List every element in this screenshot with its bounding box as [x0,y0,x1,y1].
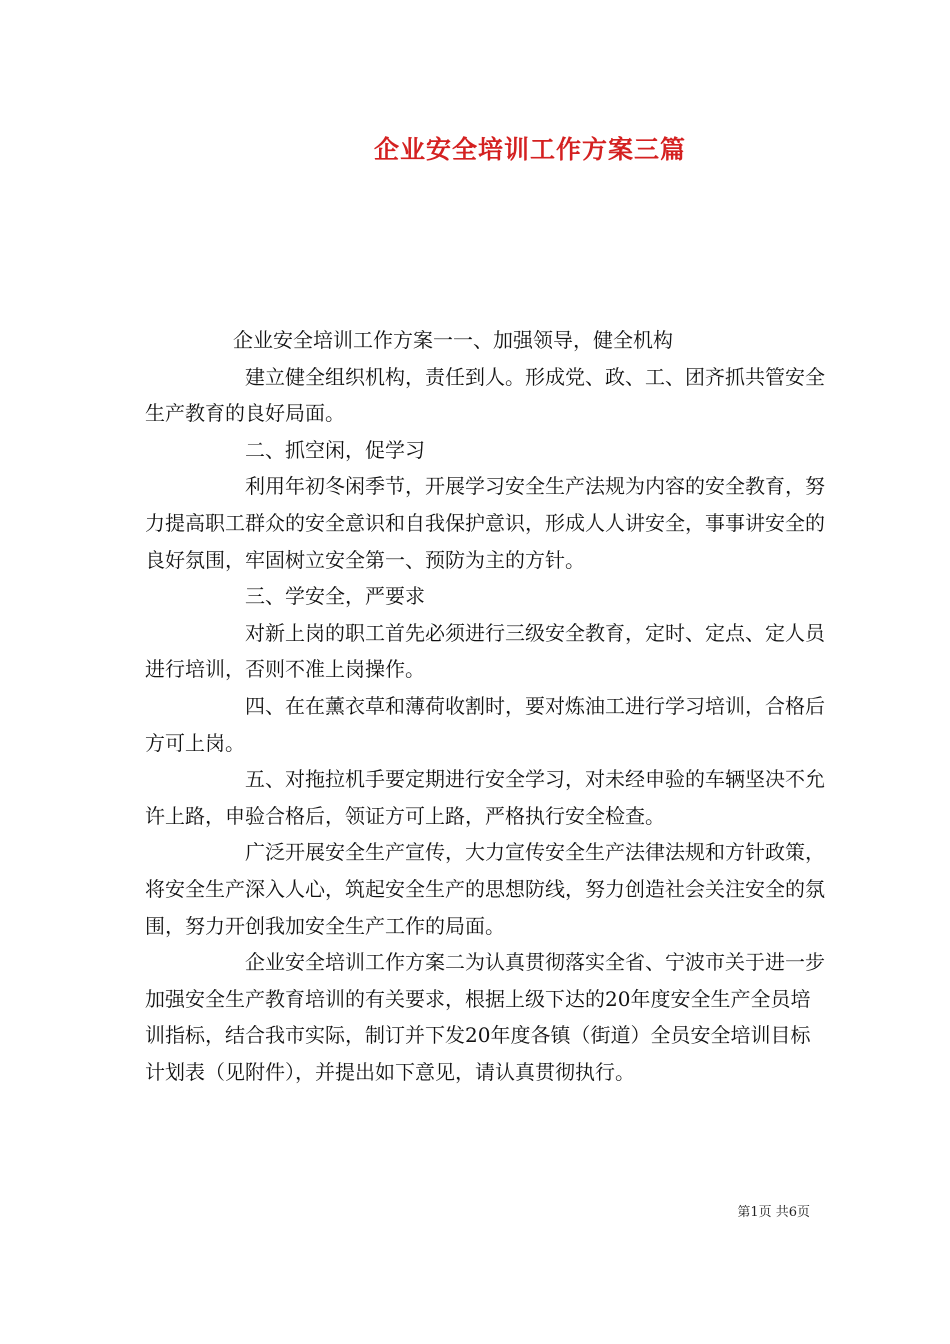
paragraph-3: 二、抓空闲，促学习 [245,437,425,462]
page-number: 第1页 共6页 [737,1205,810,1220]
paragraph-10: 企业安全培训工作方案二为认真贯彻落实全省、宁波市关于进一步加强安全生产教育培训的有关要求，根据上级下达的20年度安全生产全员培训指标，结合我市实际，制订并下发20年度各镇（街道）全员安全培训目标计划表（见附件），并提出如下意见，请认真贯彻执行。 [145,950,825,1084]
paragraph-6: 对新上岗的职工首先必须进行三级安全教育，定时、定点、定人员进行培训，否则不准上岗操作。 [145,620,825,682]
paragraph-7: 四、在在薰衣草和薄荷收割时，要对炼油工进行学习培训，合格后方可上岗。 [145,693,825,755]
paragraph-2: 建立健全组织机构，责任到人。形成党、政、工、团齐抓共管安全生产教育的良好局面。 [145,364,825,426]
paragraph-9: 广泛开展安全生产宣传，大力宣传安全生产法律法规和方针政策，将安全生产深入人心，筑起安全生产的思想防线，努力创造社会关注安全的氛围，努力开创我加安全生产工作的局面。 [145,840,825,938]
paragraph-1: 企业安全培训工作方案一一、加强领导，健全机构 [233,328,673,352]
paragraph-4: 利用年初冬闲季节，开展学习安全生产法规为内容的安全教育，努力提高职工群众的安全意识和自我保护意识，形成人人讲安全，事事讲安全的良好氛围，牢固树立安全第一、预防为主的方针。 [145,474,825,572]
paragraph-5: 三、学安全，严要求 [245,584,425,609]
document-title: 企业安全培训工作方案三篇 [373,135,686,164]
paragraph-8: 五、对拖拉机手要定期进行安全学习，对未经申验的车辆坚决不允许上路，申验合格后，领证方可上路，严格执行安全检查。 [145,767,825,828]
document-body [145,322,825,1090]
